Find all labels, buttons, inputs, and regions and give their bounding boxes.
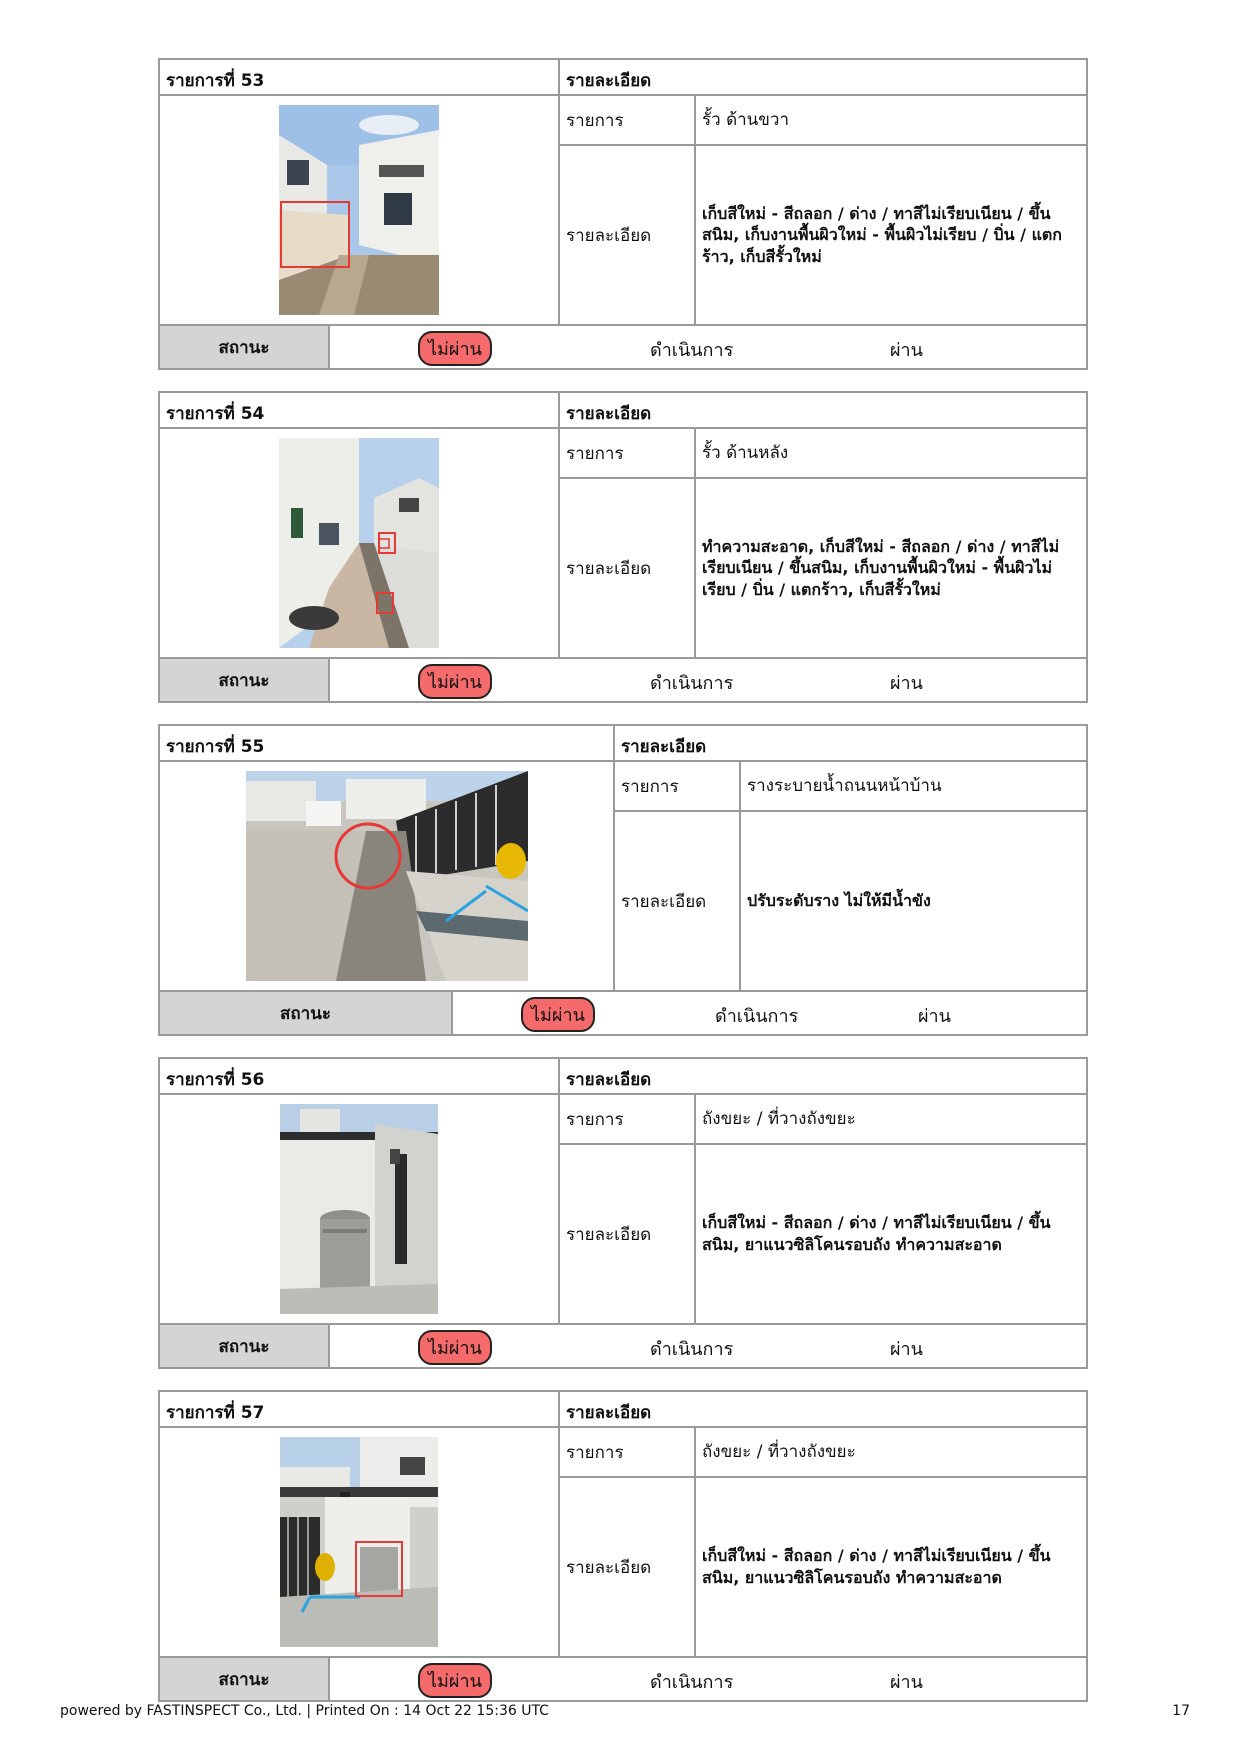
detail-value: เก็บสีใหม่ - สีถลอก / ด่าง / ทาสีไม่เรียบเนียน / ขึ้นสนิม, ยาแนวซิลิโคนรอบถัง ทำความสะอาด (702, 1546, 1051, 1587)
status-in-progress[interactable]: ดำเนินการ (650, 673, 734, 694)
detail-value: ทำความสะอาด, เก็บสีใหม่ - สีถลอก / ด่าง / ทาสีไม่เรียบเนียน / ขึ้นสนิม, เก็บงานพื้นผิวใหม่ - พื้นผิวไม่เรียบ / บิ่น / แตกร้าว, เก็บสีรั้วใหม่ (702, 536, 1060, 599)
status-fail-badge[interactable]: ไม่ผ่าน (418, 1663, 492, 1698)
status-label: สถานะ (160, 992, 453, 1034)
status-label: สถานะ (160, 1325, 330, 1367)
photo-cell (160, 1428, 560, 1656)
footer-text: powered by FASTINSPECT Co., Ltd. | Printed On : 14 Oct 22 15:36 UTC (60, 1703, 549, 1719)
detail-header: รายละเอียด (566, 404, 652, 424)
inspection-item-57 (158, 1390, 1088, 1702)
item-label: รายการ (560, 1095, 696, 1143)
detail-label: รายละเอียด (615, 812, 741, 990)
status-pass[interactable]: ผ่าน (890, 673, 923, 694)
detail-value: เก็บสีใหม่ - สีถลอก / ด่าง / ทาสีไม่เรียบเนียน / ขึ้นสนิม, เก็บงานพื้นผิวใหม่ - พื้นผิวไม่เรียบ / บิ่น / แตกร้าว, เก็บสีรั้วใหม่ (702, 203, 1062, 266)
item-value: ถังขยะ / ที่วางถังขยะ (702, 1108, 856, 1129)
status-label: สถานะ (160, 1658, 330, 1700)
page-footer (60, 1703, 1190, 1719)
item-title: รายการที่ 57 (160, 1392, 560, 1426)
item-label: รายการ (615, 762, 741, 810)
detail-label: รายละเอียด (560, 146, 696, 324)
status-fail-badge[interactable]: ไม่ผ่าน (418, 331, 492, 366)
status-fail-badge[interactable]: ไม่ผ่าน (418, 664, 492, 699)
photo-cell (160, 429, 560, 657)
detail-header: รายละเอียด (566, 71, 652, 91)
status-label: สถานะ (160, 326, 330, 368)
item-label: รายการ (560, 429, 696, 477)
detail-value: ปรับระดับราง ไม่ให้มีน้ำขัง (747, 891, 931, 911)
inspection-item-54 (158, 391, 1088, 703)
status-in-progress[interactable]: ดำเนินการ (715, 1006, 799, 1027)
detail-header: รายละเอียด (566, 1403, 652, 1423)
item-title: รายการที่ 53 (160, 60, 560, 94)
status-options (330, 1658, 1086, 1700)
detail-header: รายละเอียด (566, 1070, 652, 1090)
item-value: รั้ว ด้านหลัง (702, 442, 789, 463)
item-value: รั้ว ด้านขวา (702, 109, 790, 130)
detail-label: รายละเอียด (560, 1145, 696, 1323)
status-pass[interactable]: ผ่าน (890, 1672, 923, 1693)
item-label: รายการ (560, 1428, 696, 1476)
status-pass[interactable]: ผ่าน (918, 1006, 951, 1027)
inspection-photo[interactable] (279, 105, 439, 315)
item-value: รางระบายน้ำถนนหน้าบ้าน (747, 775, 942, 796)
item-title: รายการที่ 54 (160, 393, 560, 427)
inspection-item-55 (158, 724, 1088, 1036)
inspection-item-56 (158, 1057, 1088, 1369)
page-number: 17 (1172, 1703, 1190, 1719)
item-value: ถังขยะ / ที่วางถังขยะ (702, 1441, 856, 1462)
status-in-progress[interactable]: ดำเนินการ (650, 340, 734, 361)
photo-cell (160, 762, 615, 990)
status-options (453, 992, 1086, 1034)
item-title: รายการที่ 55 (160, 726, 615, 760)
inspection-photo[interactable] (280, 1437, 438, 1647)
photo-cell (160, 96, 560, 324)
inspection-photo[interactable] (280, 1104, 438, 1314)
status-fail-badge[interactable]: ไม่ผ่าน (521, 997, 595, 1032)
detail-label: รายละเอียด (560, 479, 696, 657)
status-in-progress[interactable]: ดำเนินการ (650, 1339, 734, 1360)
detail-label: รายละเอียด (560, 1478, 696, 1656)
status-label: สถานะ (160, 659, 330, 701)
detail-header: รายละเอียด (621, 737, 707, 757)
item-title: รายการที่ 56 (160, 1059, 560, 1093)
status-in-progress[interactable]: ดำเนินการ (650, 1672, 734, 1693)
inspection-item-53 (158, 58, 1088, 370)
item-label: รายการ (560, 96, 696, 144)
inspection-photo[interactable] (279, 438, 439, 648)
status-options (330, 326, 1086, 368)
status-fail-badge[interactable]: ไม่ผ่าน (418, 1330, 492, 1365)
status-options (330, 659, 1086, 701)
detail-value: เก็บสีใหม่ - สีถลอก / ด่าง / ทาสีไม่เรียบเนียน / ขึ้นสนิม, ยาแนวซิลิโคนรอบถัง ทำความสะอาด (702, 1213, 1051, 1254)
status-options (330, 1325, 1086, 1367)
status-pass[interactable]: ผ่าน (890, 1339, 923, 1360)
photo-cell (160, 1095, 560, 1323)
inspection-photo[interactable] (246, 771, 528, 981)
status-pass[interactable]: ผ่าน (890, 340, 923, 361)
